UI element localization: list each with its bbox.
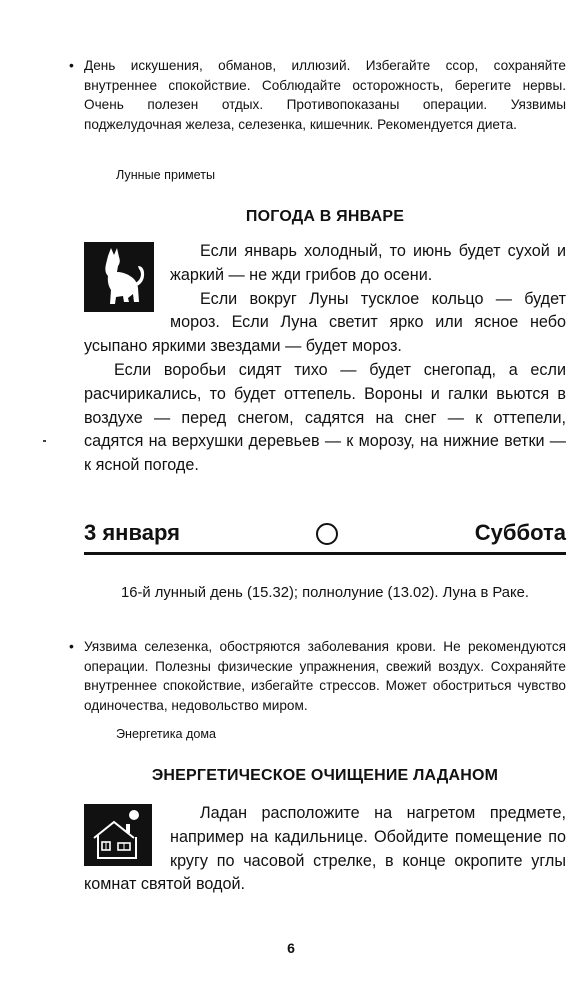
day-header: [84, 520, 566, 556]
day-date: 3 января: [84, 520, 180, 545]
day-weekday: Суббота: [474, 520, 566, 545]
bullet-marker: •: [69, 638, 74, 654]
bullet-marker: •: [69, 57, 74, 73]
full-moon-icon: [316, 523, 338, 545]
weather-paragraph-1: Если январь холодный, то июнь будет сухой и жаркий — не жди грибов до осени.: [170, 242, 566, 284]
weather-paragraph-3: Если воробьи сидят тихо — будет снегопад, а если расчирикались, то будет оттепель. Вороны и галки вьются в воздухе — перед снегом, садятся на снег — к оттепели, садятся на верхушки деревьев — к морозу, на нижние ветки — к ясной погоде.: [84, 360, 566, 475]
section-label-home-energy: Энергетика дома: [116, 727, 217, 741]
health-note: [69, 637, 566, 715]
article-heading-incense: ЭНЕРГЕТИЧЕСКОЕ ОЧИЩЕНИЕ ЛАДАНОМ: [151, 767, 499, 784]
print-speck: [43, 440, 46, 442]
weather-paragraph-2: Если вокруг Луны тусклое кольцо — будет мороз. Если Луна светит ярко или ясное небо усыпано яркими звездами — будет мороз.: [84, 289, 566, 356]
header-rule: [84, 552, 566, 555]
house-icon: [84, 804, 152, 866]
section-label-lunar-signs: Лунные приметы: [116, 168, 216, 182]
lunar-day-info: 16-й лунный день (15.32); полнолуние (13.02). Луна в Раке.: [121, 585, 529, 601]
cat-icon: [84, 242, 154, 312]
page-number: 6: [287, 940, 295, 956]
incense-article: [84, 802, 566, 897]
article-heading-weather: ПОГОДА В ЯНВАРЕ: [245, 208, 405, 225]
day-note: [69, 56, 566, 134]
weather-article: [84, 240, 566, 478]
health-note-text: Уязвима селезенка, обостряются заболевания крови. Не рекомендуются операции. Полезны физические упражнения, свежий воздух. Сохраняйте внутреннее спокойствие, избегайте стрессов. Может обостриться чувство одиночества, недовольство миром.: [84, 639, 566, 713]
incense-paragraph: Ладан расположите на нагретом предмете, например на кадильнице. Обойдите помещение по кругу по часовой стрелке, в конце окропите углы комнат святой водой.: [84, 804, 566, 894]
day-note-text: День искушения, обманов, иллюзий. Избегайте ссор, сохраняйте внутреннее спокойствие. Соблюдайте осторожность, берегите нервы. Очень полезен отдых. Противопоказаны операции. Уязвимы поджелудочная железа, селезенка, кишечник. Рекомендуется диета.: [84, 58, 566, 132]
